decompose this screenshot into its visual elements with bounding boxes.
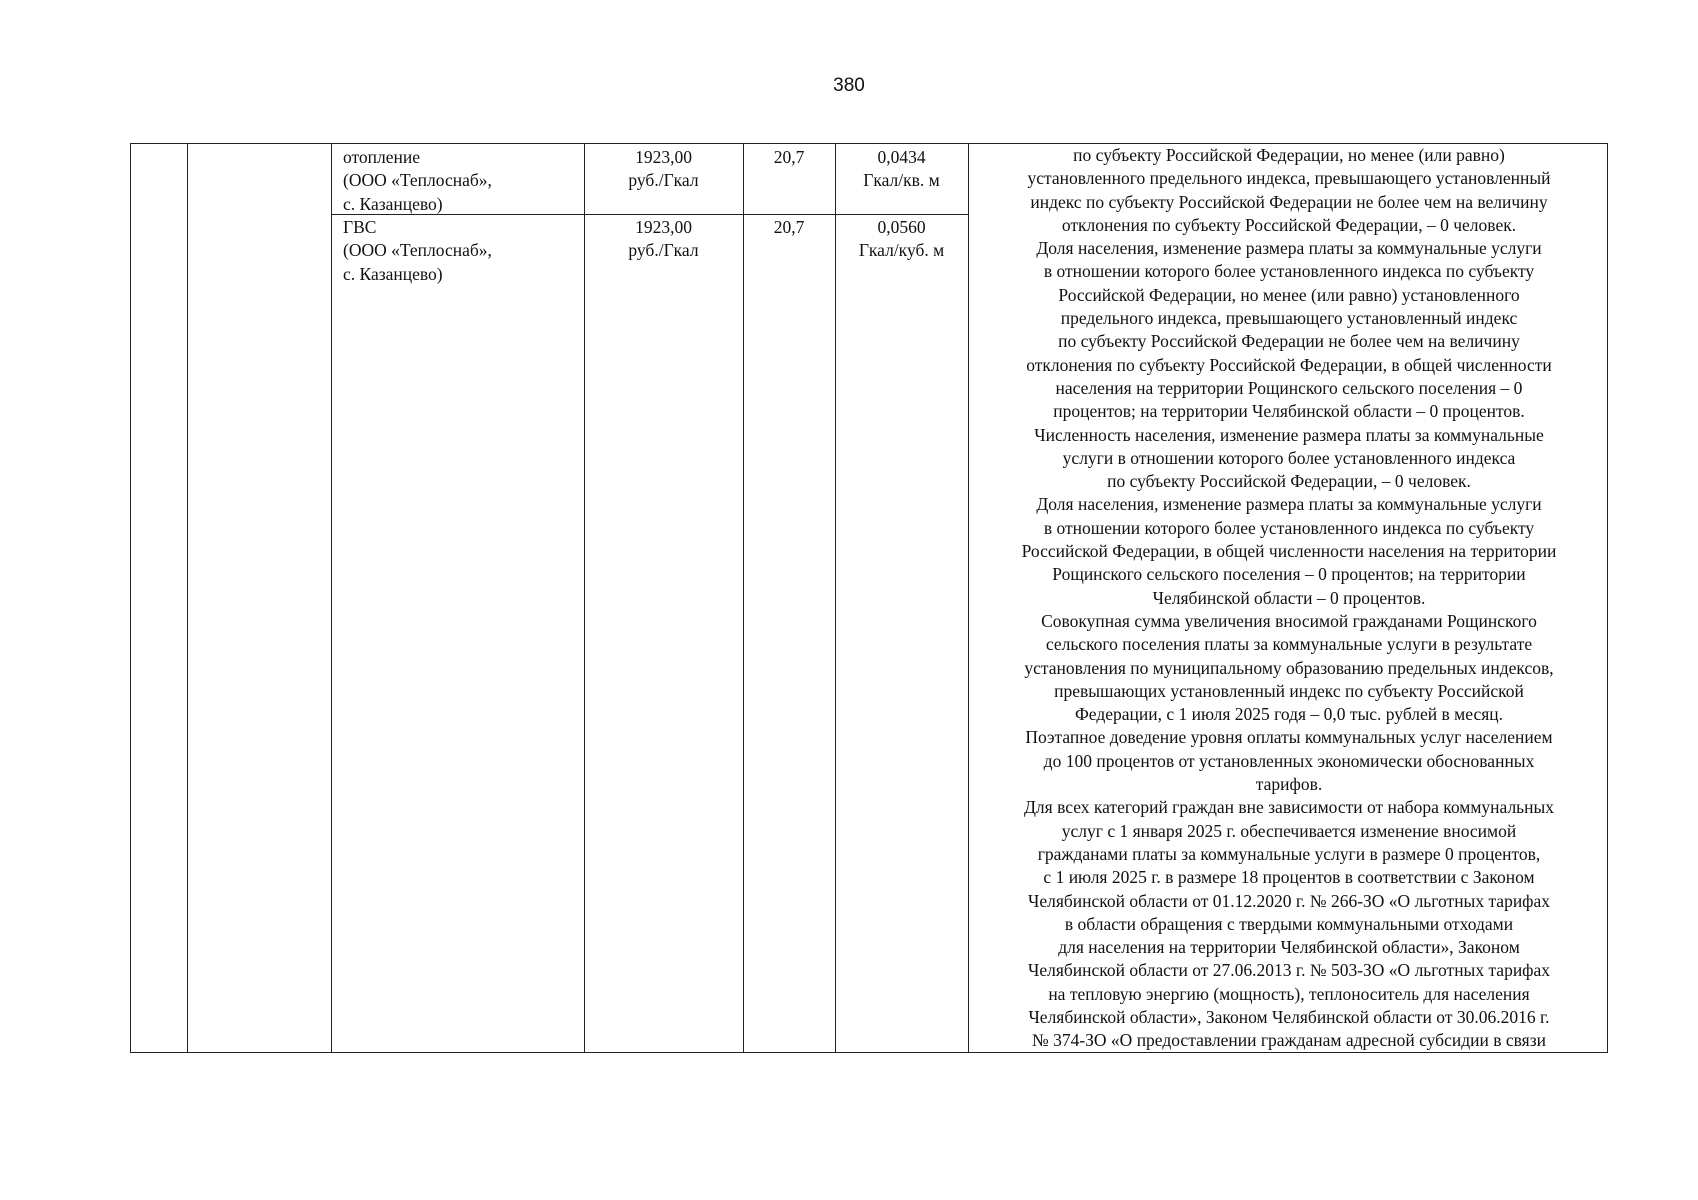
description-line: превышающих установленный индекс по субъекту Российской xyxy=(1054,680,1524,701)
norm-value: 0,0560 xyxy=(877,217,926,237)
description-line: в области обращения с твердыми коммунальными отходами xyxy=(1064,913,1514,934)
description-line: гражданами платы за коммунальные услуги в размере 0 процентов, xyxy=(1037,843,1541,864)
description-line: тарифов. xyxy=(1255,774,1323,795)
service-cell-heating xyxy=(343,146,579,216)
description-line: отклонения по субъекту Российской Федерации, в общей численности xyxy=(1026,354,1552,375)
growth-value: 20,7 xyxy=(773,147,805,167)
description-line: услуг с 1 января 2025 г. обеспечивается изменение вносимой xyxy=(1061,820,1517,841)
service-cell-hot-water xyxy=(343,216,579,286)
description-line: на тепловую энергию (мощность), теплоноситель для населения xyxy=(1048,983,1530,1004)
description-line: в отношении которого более установленного индекса по субъекту xyxy=(1043,261,1535,282)
service-name: отопление xyxy=(343,147,421,167)
column-divider xyxy=(743,144,744,1052)
column-divider xyxy=(584,144,585,1052)
description-line: Рощинского сельского поселения – 0 процентов; на территории xyxy=(1052,564,1526,585)
description-line: в отношении которого более установленного индекса по субъекту xyxy=(1043,517,1535,538)
service-location: с. Казанцево) xyxy=(343,263,443,284)
description-line: Федерации, с 1 июля 2025 годя – 0,0 тыс. рублей в месяц. xyxy=(1074,704,1504,725)
tariff-cell-heating xyxy=(584,146,743,193)
description-line: Поэтапное доведение уровня оплаты коммунальных услуг населением xyxy=(1025,727,1553,748)
description-line: Челябинской области – 0 процентов. xyxy=(1152,587,1426,608)
description-line: Совокупная сумма увеличения вносимой гражданами Рощинского xyxy=(1041,610,1537,631)
description-line: предельного индекса, превышающего установленный индекс xyxy=(1060,308,1518,329)
description-line: сельского поселения платы за коммунальные услуги в результате xyxy=(1045,634,1533,655)
norm-cell-hot-water xyxy=(835,216,968,263)
description-line: процентов; на территории Челябинской области – 0 процентов. xyxy=(1053,401,1525,422)
description-line: Российской Федерации, в общей численности населения на территории xyxy=(1021,541,1557,562)
description-line: индекс по субъекту Российской Федерации не более чем на величину xyxy=(1030,191,1548,212)
description-line: Челябинской области от 01.12.2020 г. № 266-ЗО «О льготных тарифах xyxy=(1027,890,1551,911)
norm-value: 0,0434 xyxy=(877,147,926,167)
description-line: Доля населения, изменение размера платы за коммунальные услуги xyxy=(1036,238,1542,259)
description-line: с 1 июля 2025 г. в размере 18 процентов в соответствии с Законом xyxy=(1043,867,1535,888)
description-line: для населения на территории Челябинской области», Законом xyxy=(1058,937,1520,958)
description-cell xyxy=(969,144,1609,1053)
description-line: по субъекту Российской Федерации, – 0 человек. xyxy=(1107,471,1471,492)
description-line: Челябинской области», Законом Челябинской области от 30.06.2016 г. xyxy=(1028,1006,1550,1027)
description-line: услуги в отношении которого более установленного индекса xyxy=(1062,447,1516,468)
growth-cell-heating xyxy=(743,146,835,169)
description-line: отклонения по субъекту Российской Федерации, – 0 человек. xyxy=(1061,214,1517,235)
column-divider xyxy=(187,144,188,1052)
description-line: до 100 процентов от установленных экономически обоснованных xyxy=(1043,750,1535,771)
column-divider xyxy=(331,144,332,1052)
description-line: Российской Федерации, но менее (или равно) установленного xyxy=(1058,284,1520,305)
growth-value: 20,7 xyxy=(773,217,805,237)
description-line: Доля населения, изменение размера платы за коммунальные услуги xyxy=(1036,494,1542,515)
tariff-unit: руб./Гкал xyxy=(628,240,699,261)
norm-cell-heating xyxy=(835,146,968,193)
growth-cell-hot-water xyxy=(743,216,835,239)
description-line: Для всех категорий граждан вне зависимости от набора коммунальных xyxy=(1023,797,1555,818)
description-line: установленного предельного индекса, превышающего установленный xyxy=(1027,168,1551,189)
norm-unit: Гкал/кв. м xyxy=(863,170,940,191)
tariff-value: 1923,00 xyxy=(635,147,692,167)
description-line: Челябинской области от 27.06.2013 г. № 503-ЗО «О льготных тарифах xyxy=(1027,960,1551,981)
tariff-unit: руб./Гкал xyxy=(628,170,699,191)
tariff-value: 1923,00 xyxy=(635,217,692,237)
description-line: установления по муниципальному образованию предельных индексов, xyxy=(1024,657,1554,678)
column-divider xyxy=(835,144,836,1052)
tariff-cell-hot-water xyxy=(584,216,743,263)
service-provider: (ООО «Теплоснаб», xyxy=(343,170,492,191)
tariff-table xyxy=(130,143,1608,1053)
description-line: Численность населения, изменение размера платы за коммунальные xyxy=(1034,424,1544,445)
description-line: по субъекту Российской Федерации не более чем на величину xyxy=(1058,331,1520,352)
norm-unit: Гкал/куб. м xyxy=(858,240,945,261)
description-line: населения на территории Рощинского сельского поселения – 0 xyxy=(1055,377,1523,398)
page-number: 380 xyxy=(833,75,865,96)
service-location: с. Казанцево) xyxy=(343,193,443,214)
description-line: № 374-ЗО «О предоставлении гражданам адресной субсидии в связи xyxy=(1032,1030,1546,1051)
service-name: ГВС xyxy=(343,217,377,237)
description-line: по субъекту Российской Федерации, но менее (или равно) xyxy=(1073,145,1505,165)
service-provider: (ООО «Теплоснаб», xyxy=(343,240,492,261)
